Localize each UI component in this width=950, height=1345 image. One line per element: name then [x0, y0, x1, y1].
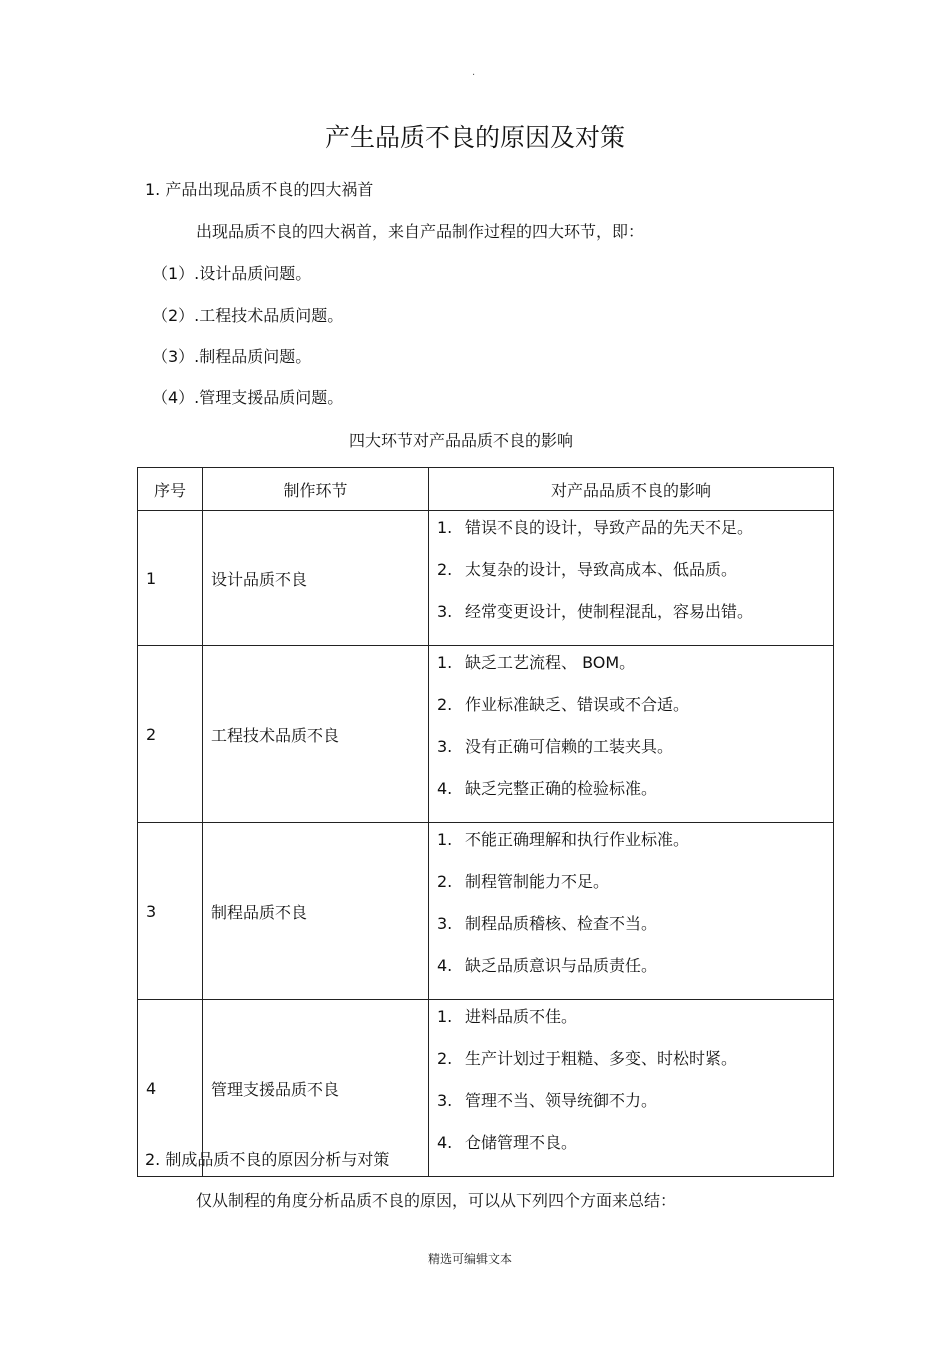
effect-text: 管理不当、领导统御不力。: [465, 1091, 658, 1110]
section2-heading: 2. 制成品质不良的原因分析与对策: [145, 1150, 390, 1169]
effect-item: [437, 650, 833, 692]
row-stage: 制程品质不良: [203, 823, 429, 1000]
effect-item: [437, 776, 833, 818]
effect-text: 制程品质稽核、检查不当。: [465, 914, 658, 933]
effect-number: 2.: [437, 872, 453, 891]
table-row: [138, 823, 834, 1000]
row-effects: [429, 1000, 834, 1177]
effect-number: 1.: [437, 653, 453, 672]
effect-item: [437, 1130, 833, 1172]
effect-number: 1.: [437, 518, 453, 537]
effect-text: 太复杂的设计，导致高成本、低品质。: [465, 560, 738, 579]
effect-text: 没有正确可信赖的工装夹具。: [465, 737, 674, 756]
effect-text: 不能正确理解和执行作业标准。: [465, 830, 690, 849]
effect-number: 3.: [437, 1091, 453, 1110]
effect-text: 错误不良的设计，导致产品的先天不足。: [465, 518, 754, 537]
section2-paragraph: 仅从制程的角度分析品质不良的原因，可以从下列四个方面来总结：: [196, 1191, 677, 1210]
list-item: （3）.制程品质问题。: [152, 347, 312, 366]
list-item: （4）.管理支援品质问题。: [152, 388, 344, 407]
effect-item: [437, 869, 833, 911]
header-no: 序号: [138, 468, 203, 511]
header-stage: 制作环节: [203, 468, 429, 511]
list-item: （2）.工程技术品质问题。: [152, 306, 344, 325]
effect-item: [437, 1004, 833, 1046]
list-item: （1）.设计品质问题。: [152, 264, 312, 283]
header-effects: 对产品品质不良的影响: [429, 468, 834, 511]
effect-number: 3.: [437, 602, 453, 621]
effect-number: 4.: [437, 779, 453, 798]
effect-number: 3.: [437, 737, 453, 756]
page-footer: 精选可编辑文本: [427, 1252, 512, 1266]
document-title: 产生品质不良的原因及对策: [324, 123, 625, 152]
effect-item: [437, 1046, 833, 1088]
effect-number: 1.: [437, 1007, 453, 1026]
effect-item: [437, 734, 833, 776]
effect-text: 进料品质不佳。: [465, 1007, 578, 1026]
row-number: 4: [138, 1000, 203, 1177]
row-number: 3: [138, 823, 203, 1000]
row-stage: 设计品质不良: [203, 511, 429, 646]
table-row: [138, 511, 834, 646]
effect-text: 缺乏工艺流程、 BOM。: [465, 653, 636, 672]
effect-item: [437, 557, 833, 599]
effect-number: 2.: [437, 1049, 453, 1068]
effect-item: [437, 953, 833, 995]
effect-number: 1.: [437, 830, 453, 849]
effect-number: 4.: [437, 1133, 453, 1152]
row-effects: [429, 646, 834, 823]
effect-item: [437, 692, 833, 734]
effect-text: 制程管制能力不足。: [465, 872, 610, 891]
effect-item: [437, 911, 833, 953]
effect-text: 缺乏完整正确的检验标准。: [465, 779, 658, 798]
impact-table: [137, 467, 834, 1177]
section1-heading: 1. 产品出现品质不良的四大祸首: [145, 180, 374, 199]
effect-text: 作业标准缺乏、错误或不合适。: [465, 695, 690, 714]
effect-text: 仓储管理不良。: [465, 1133, 578, 1152]
table-caption: 四大环节对产品品质不良的影响: [348, 431, 573, 450]
row-effects: [429, 823, 834, 1000]
effect-item: [437, 515, 833, 557]
effect-item: [437, 599, 833, 641]
effect-number: 2.: [437, 560, 453, 579]
effect-number: 4.: [437, 956, 453, 975]
header-dot: ·: [472, 70, 476, 81]
row-stage: 工程技术品质不良: [203, 646, 429, 823]
effect-item: [437, 827, 833, 869]
section1-intro: 出现品质不良的四大祸首，来自产品制作过程的四大环节，即：: [196, 222, 645, 241]
table-row: [138, 646, 834, 823]
effect-number: 3.: [437, 914, 453, 933]
effect-number: 2.: [437, 695, 453, 714]
row-number: 2: [138, 646, 203, 823]
table-header-row: [138, 468, 834, 511]
effect-text: 缺乏品质意识与品质责任。: [465, 956, 658, 975]
row-number: 1: [138, 511, 203, 646]
effect-text: 经常变更设计，使制程混乱，容易出错。: [465, 602, 754, 621]
row-effects: [429, 511, 834, 646]
row-stage: 管理支援品质不良: [203, 1000, 429, 1177]
effect-text: 生产计划过于粗糙、多变、时松时紧。: [465, 1049, 738, 1068]
effect-item: [437, 1088, 833, 1130]
